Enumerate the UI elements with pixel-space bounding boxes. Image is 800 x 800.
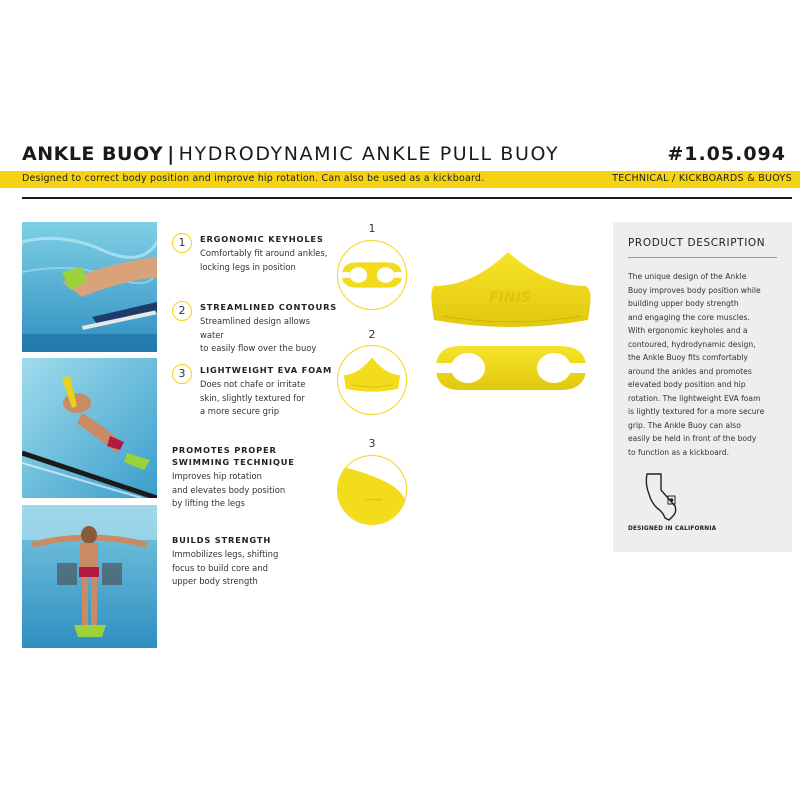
angle-label-2: 2 — [368, 328, 376, 341]
title-separator: | — [167, 143, 175, 165]
swimmer-photo-2 — [22, 358, 157, 498]
product-tagline: Designed to correct body position and improve hip rotation. Can also be used as a kickboard. — [22, 173, 485, 184]
page-title — [22, 143, 559, 165]
swimmer-photo-1 — [22, 222, 157, 352]
number-circle-icon: 3 — [172, 364, 192, 384]
ankle-buoy-product-image — [428, 250, 593, 410]
feature-title: ERGONOMIC KEYHOLES — [200, 234, 324, 244]
product-sku: #1.05.094 — [667, 143, 786, 165]
product-category: TECHNICAL / KICKBOARDS & BUOYS — [612, 173, 792, 184]
title-row — [22, 143, 792, 169]
feature-title: STREAMLINED CONTOURS — [200, 302, 338, 312]
designed-in-california-label: DESIGNED IN CALIFORNIA — [628, 526, 717, 532]
angle-label-1: 1 — [368, 222, 376, 235]
feature-title-line1: PROMOTES PROPER — [172, 445, 277, 455]
feature-title-line2: SWIMMING TECHNIQUE — [172, 457, 295, 467]
description-divider — [628, 257, 777, 258]
feature-desc: Comfortably fit around ankles, locking legs in position — [200, 248, 328, 272]
feature-title: BUILDS STRENGTH — [172, 535, 272, 545]
finis-logo: FINIS — [489, 290, 531, 306]
feature-desc: Immobilizes legs, shifting focus to build core and upper body strength — [172, 549, 279, 586]
angle-view-side — [337, 455, 407, 525]
description-text: The unique design of the Ankle Buoy improves body position while building upper body strength and engaging the core muscles. With ergonomic keyholes and a contoured, hydrodynamic design, the Ankle Buoy fits comfortably around the ankles and promotes elevated body position and hip rotation. The lightweight EVA foam is lightly textured for a more secure grip. The Ankle Buoy can also easily be held in front of the body to function as a kickboard. — [628, 272, 765, 457]
angle-label-3: 3 — [368, 437, 376, 450]
feature-title: LIGHTWEIGHT EVA FOAM — [200, 365, 333, 375]
swimmer-photo-3 — [22, 505, 157, 648]
number-circle-icon: 2 — [172, 301, 192, 321]
description-title: PRODUCT DESCRIPTION — [628, 237, 766, 249]
angle-view-top — [337, 240, 407, 310]
product-subtitle: HYDRODYNAMIC ANKLE PULL BUOY — [178, 143, 560, 165]
feature-desc: Streamlined design allows water to easily flow over the buoy — [200, 316, 317, 353]
california-icon — [641, 472, 681, 522]
feature-desc: Improves hip rotation and elevates body position by lifting the legs — [172, 471, 286, 508]
product-name: ANKLE BUOY — [22, 143, 164, 165]
tagline-bar — [0, 171, 800, 188]
product-description-panel — [613, 222, 792, 552]
header-divider — [22, 197, 792, 199]
feature-desc: Does not chafe or irritate skin, slightly textured for a more secure grip — [200, 379, 306, 416]
angle-view-front — [337, 345, 407, 415]
number-circle-icon: 1 — [172, 233, 192, 253]
